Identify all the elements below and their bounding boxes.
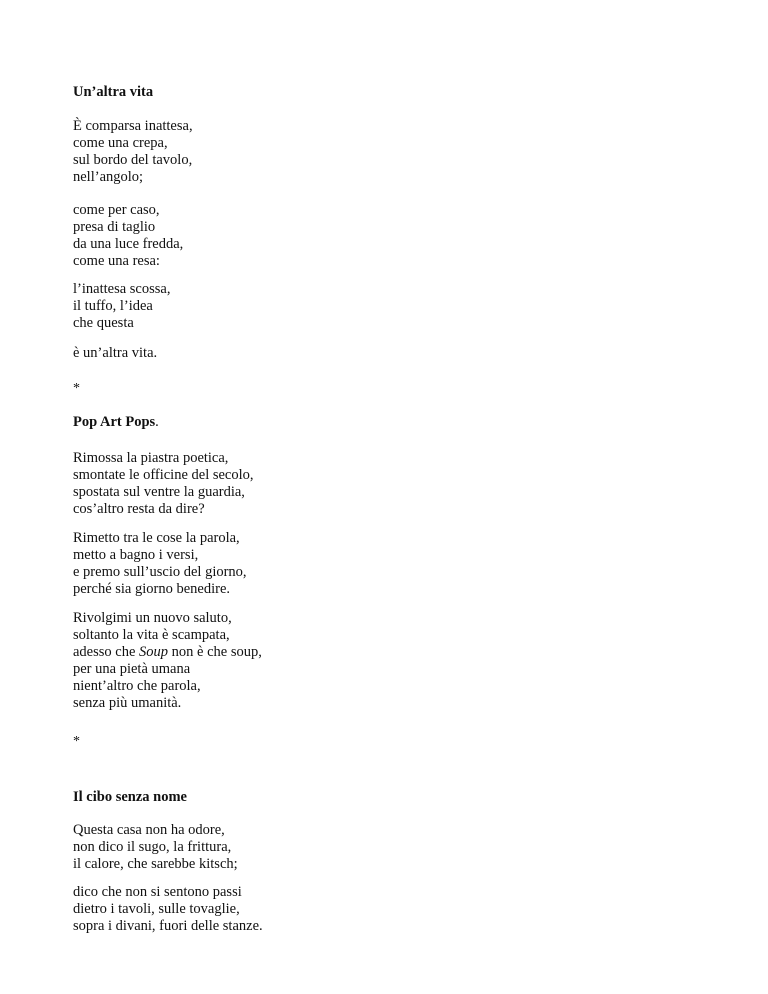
verse-line: come una crepa, (73, 134, 168, 151)
verse-line: Rivolgimi un nuovo saluto, (73, 610, 232, 626)
stanza (73, 610, 262, 711)
verse-line: nient’altro che parola, (73, 677, 201, 694)
verse-line: che questa (73, 314, 134, 331)
verse-line: come una resa: (73, 252, 160, 269)
verse-line: Rimetto tra le cose la parola, (73, 530, 240, 546)
verse-line: nell’angolo; (73, 168, 144, 185)
verse-line: Rimossa la piastra poetica, (73, 450, 229, 466)
stanza (73, 345, 157, 362)
verse-line: sul bordo del tavolo, (73, 151, 193, 168)
stanza (73, 884, 263, 935)
poem-title: Pop Art Pops. (73, 414, 159, 430)
verse-line: cos’altro resta da dire? (73, 500, 205, 517)
stanza (73, 281, 170, 332)
poem-title: Un’altra vita (73, 84, 154, 100)
verse-line: e premo sull’uscio del giorno, (73, 563, 247, 580)
verse-line: è un’altra vita. (73, 345, 158, 361)
verse-line: come per caso, (73, 202, 160, 218)
verse-line: È comparsa inattesa, (73, 118, 193, 134)
verse-line: il tuffo, l’idea (73, 297, 153, 314)
poem-title: Il cibo senza nome (73, 789, 187, 805)
verse-line: soltanto la vita è scampata, (73, 626, 230, 643)
verse-line: smontate le officine del secolo, (73, 466, 254, 483)
verse-line: perché sia giorno benedire. (73, 580, 231, 597)
section-separator: * (73, 734, 80, 749)
verse-line: presa di taglio (73, 218, 156, 235)
verse-line: l’inattesa scossa, (73, 281, 171, 297)
verse-line: dico che non si sentono passi (73, 884, 242, 900)
verse-line: Questa casa non ha odore, (73, 822, 225, 838)
verse-line: il calore, che sarebbe kitsch; (73, 855, 238, 872)
verse-line: sopra i divani, fuori delle stanze. (73, 917, 263, 934)
stanza (73, 118, 193, 186)
stanza (73, 822, 238, 873)
verse-line-soup: adesso che Soup non è che soup, (73, 643, 262, 660)
verse-line: dietro i tavoli, sulle tovaglie, (73, 900, 240, 917)
stanza (73, 202, 183, 270)
section-separator: * (73, 381, 80, 396)
stanza (73, 450, 254, 518)
verse-line: da una luce fredda, (73, 235, 184, 252)
verse-line: non dico il sugo, la frittura, (73, 838, 232, 855)
verse-line: metto a bagno i versi, (73, 546, 199, 563)
verse-line: per una pietà umana (73, 660, 191, 677)
verse-line: spostata sul ventre la guardia, (73, 483, 245, 500)
verse-line: senza più umanità. (73, 694, 182, 711)
stanza (73, 530, 247, 598)
